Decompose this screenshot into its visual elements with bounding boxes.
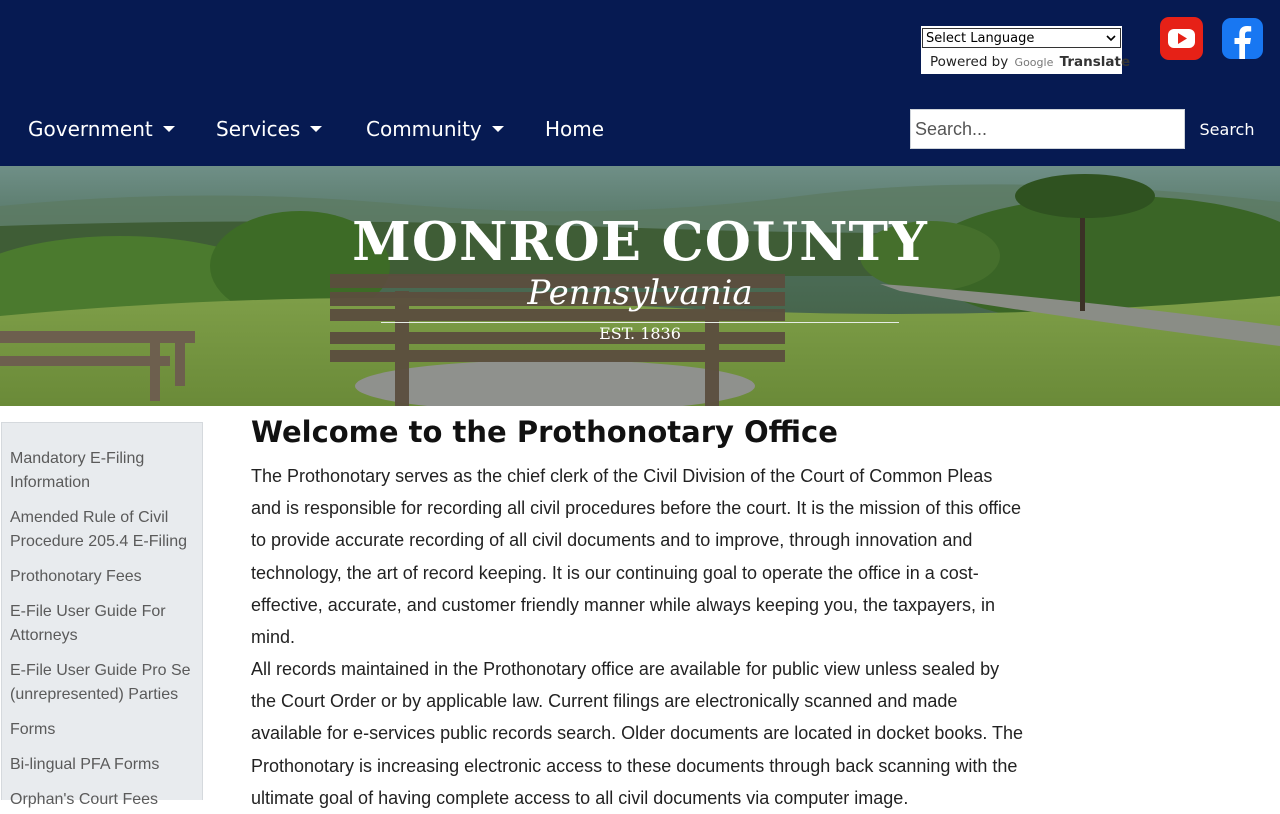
powered-by-text: Powered by Google Translate [930,54,1131,70]
sidebar-item-pfa-forms[interactable]: Bi-lingual PFA Forms [10,756,160,773]
sidebar-nav [1,422,203,808]
sidebar-item-guide-attorneys[interactable]: E-File User Guide For Attorneys [10,603,166,644]
search-input[interactable] [910,109,1185,149]
language-select-value: Select Language [926,30,1035,46]
hero-banner [0,166,1280,406]
nav-government[interactable]: Government [28,115,175,143]
google-logo: Google [1014,56,1054,69]
chevron-down-icon [310,126,322,132]
sidebar-item-forms[interactable]: Forms [10,721,56,738]
chevron-down-icon [492,126,504,132]
google-translate-widget [921,26,1131,74]
youtube-icon[interactable] [1160,17,1203,60]
hero-established: EST. 1836 [599,324,681,343]
sidebar-item-guide-pro-se[interactable]: E-File User Guide Pro Se (unrepresented) Parties [10,662,191,703]
facebook-icon[interactable] [1222,18,1263,59]
chevron-down-icon [163,126,175,132]
top-navbar [0,0,1280,166]
search-button[interactable]: Search [1190,109,1264,149]
intro-paragraph: The Prothonotary serves as the chief clerk of the Civil Division of the Court of Common Pleas and is responsible for recording all civil procedures before the court. It is the mission of this office to provide accurate recording of all civil documents and to improve, through innovation and technology, the art of record keeping. It is our continuing goal to operate the office in a cost-effective, accurate, and customer friendly manner while always keeping you, the taxpayers, in mind. [251,466,1022,648]
hero-subtitle: Pennsylvania [527,273,753,313]
hero-title: MONROE COUNTY [352,211,928,273]
select-arrow-icon [1106,33,1116,43]
sidebar-item-orphans-court-fees[interactable]: Orphan's Court Fees [10,791,159,808]
sidebar-item-amended-rule[interactable]: Amended Rule of Civil Procedure 205.4 E-Filing [10,509,187,550]
sidebar-item-fees[interactable]: Prothonotary Fees [10,568,142,585]
translate-link[interactable]: Translate [1059,54,1131,70]
language-select[interactable] [922,28,1121,48]
sidebar-item-mandatory-efiling[interactable]: Mandatory E-Filing Information [10,450,145,491]
page-title: Welcome to the Prothonotary Office [251,415,838,449]
nav-services[interactable]: Services [216,115,322,143]
nav-community[interactable]: Community [366,115,504,143]
nav-home[interactable]: Home [545,117,605,141]
records-paragraph: All records maintained in the Prothonotary office are available for public view unless sealed by the Court Order or by applicable law. Current filings are electronically scanned and made available for e-services public records search. Older documents are located in docket books. The Prothonotary is increasing electronic access to these documents through back scanning with the ultimate goal of having complete access to all civil documents via computer image. [251,659,1024,808]
